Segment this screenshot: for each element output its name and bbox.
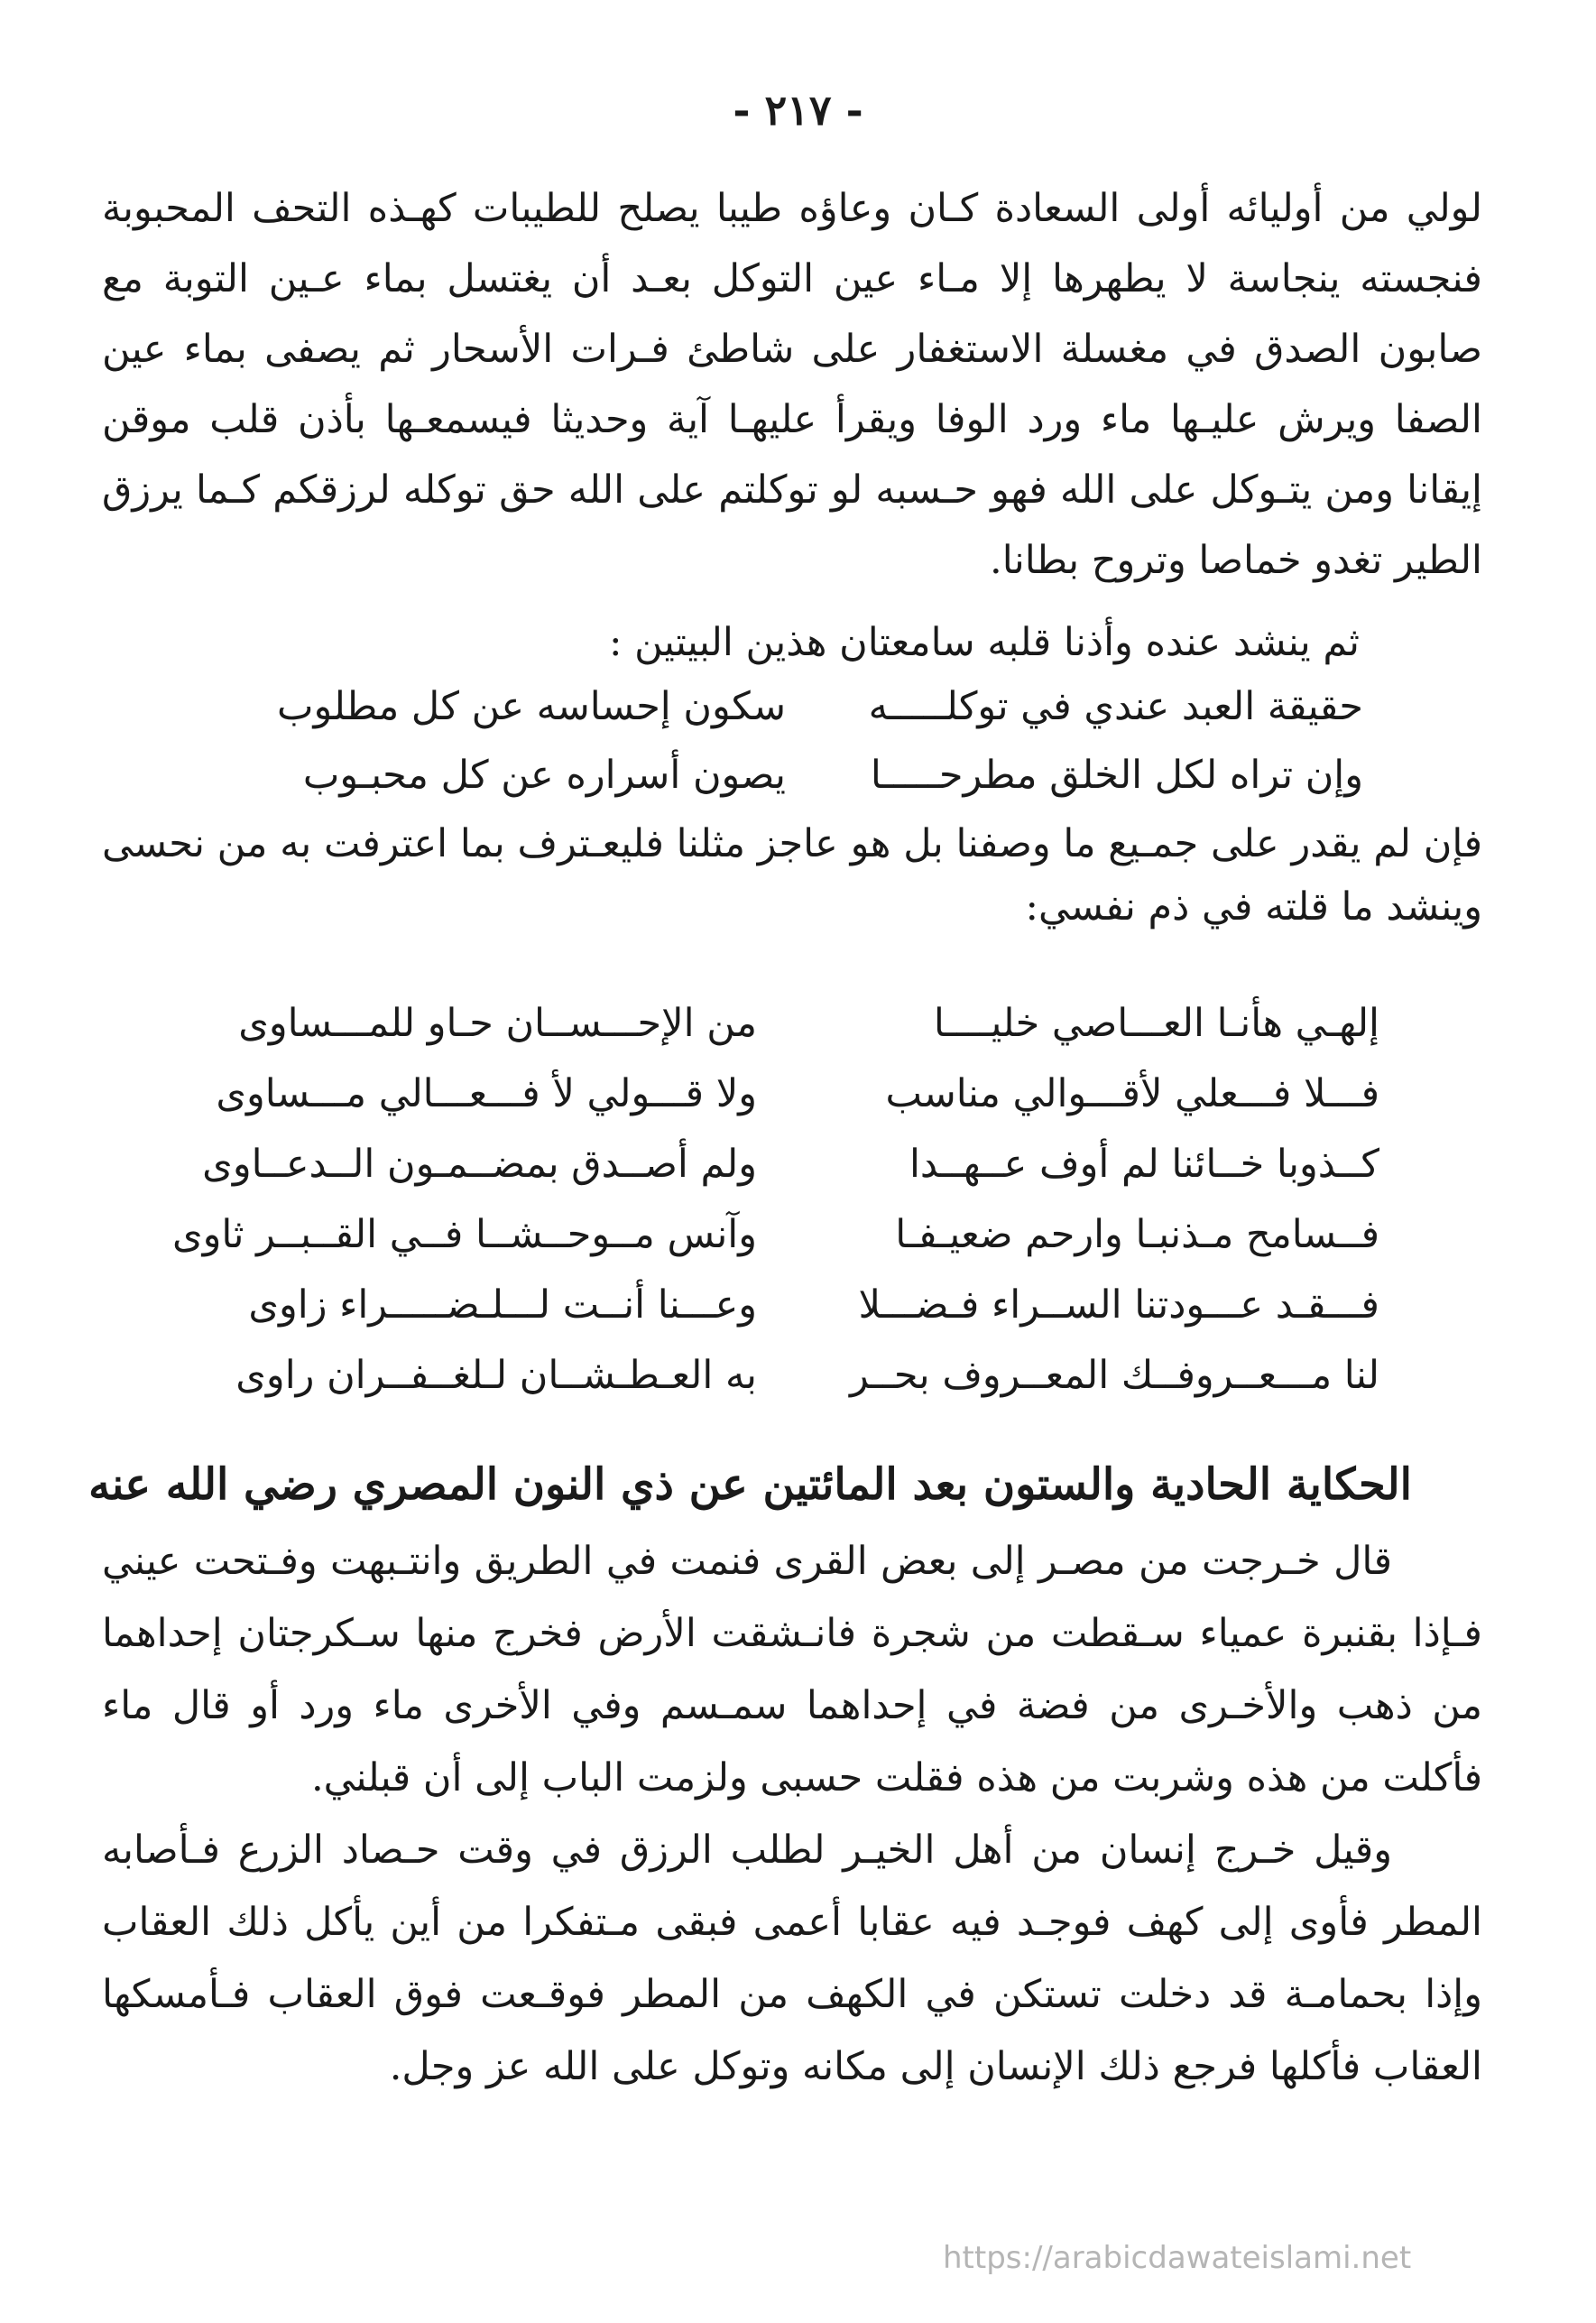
poem-verse — [171, 1199, 1379, 1270]
verse-second-hemistich: يصون أسراره عن كل محبـوب — [302, 753, 786, 798]
verse-first-hemistich: فـــلا فـــعلي لأقـــوالي مناسب — [885, 1071, 1379, 1116]
poem-verse — [171, 1340, 1379, 1411]
verse-second-hemistich: ولم أصــدق بمضــمـون الــدعــاوى — [202, 1142, 757, 1187]
paragraph-confession — [102, 812, 1482, 939]
story-heading: الحكاية الحادية والستون بعد المائتين عن ذي النون المصري رضي الله عنه — [88, 1459, 1412, 1510]
poem-two-verses — [199, 672, 1363, 810]
verse-second-hemistich: من الإحـــســان حـاو للمـــساوى — [238, 1001, 757, 1046]
verse-first-hemistich: لنا مـــعــروفــك المعــروف بحــر — [850, 1353, 1379, 1398]
paragraph-story-continued — [102, 1814, 1482, 2103]
paragraph-story — [102, 1525, 1482, 1814]
poem-self-censure — [171, 988, 1379, 1411]
verse-second-hemistich: وعـــنا أنــت لـــلـضـــــراء زاوى — [248, 1282, 757, 1328]
paragraph-text: وقيل خـرج إنسان من أهل الخيـر لطلب الرزق في وقت حـصاد الزرع فـأصابه المطر فأوى إلى كهف فوجـد فيه عقابا أعمى فبقى مـتفكرا من أين يأكل ذلك العقاب وإذا بحمامـة قد دخلت تستكن في الكهف من المطر فوقـعت فوق العقاب فـأمسكها العقاب فأكلها فرجع ذلك الإنسان إلى مكانه وتوكل على الله عز وجل. — [102, 1828, 1482, 2089]
verse-intro: ثم ينشد عنده وأذنا قلبه سامعتان هذين البيتين : — [609, 620, 1360, 665]
paragraph-text: لولي من أوليائه أولى السعادة كـان وعاؤه طيبا يصلح للطيبات كهـذه التحف المحبوبة فنجسته ينجاسة لا يطهرها إلا مـاء عين التوكل بعـد أن يغتسل بماء عـين التوبة مع صابون الصدق في مغسلة الاستغفار على شاطئ فـرات الأسحار ثم يصفى بماء عين الصفا ويرش عليـها ماء ورد الوفا ويقرأ عليهـا آية وحديثا فيسمعـها بأذن قلب موقن إيقانا ومن يتـوكل على الله فهو حـسبه لو توكلتم على الله حق توكله لرزقكم كـما يرزق الطير تغدو خماصا وتروح بطانا. — [102, 186, 1482, 583]
poem-verse — [171, 1059, 1379, 1129]
verse-second-hemistich: ولا قـــولي لأ فـــعـــالي مـــساوى — [216, 1071, 757, 1116]
verse-first-hemistich: وإن تراه لكل الخلق مطرحـــــا — [870, 753, 1363, 798]
poem-verse — [171, 1270, 1379, 1340]
verse-first-hemistich: فــسامح مـذنبـا وارحم ضعيـفـا — [895, 1212, 1379, 1257]
verse-second-hemistich: سكون إحساسه عن كل مطلوب — [277, 684, 786, 729]
website-watermark: https://arabicdawateislami.net — [943, 2240, 1412, 2276]
verse-first-hemistich: إلهـي هأنـا العـــاصي خليــــا — [933, 1001, 1379, 1046]
verse-second-hemistich: وآنس مــوحــشــا فــي القــبــر ثاوى — [171, 1212, 757, 1257]
paragraph-text: فإن لم يقدر على جمـيع ما وصفنا بل هو عاجز مثلنا فليعـترف بما اعترفت به من نحسى وينشد ما قلته في ذم نفسي: — [102, 821, 1482, 930]
poem-verse — [171, 1129, 1379, 1199]
paragraph-text: قال خـرجت من مصـر إلى بعض القرى فنمت في الطريق وانتـبهت وفـتحت عيني فـإذا بقنبرة عمياء سـقطت من شجرة فانـشقت الأرض فخرج منها سـكرجتان إحداهما من ذهب والأخـرى من فضة في إحداهما سمـسم وفي الأخرى ماء ورد أو قال ماء فأكلت من هذه وشربت من هذه فقلت حسبى ولزمت الباب إلى أن قبلني. — [102, 1539, 1482, 1800]
verse-first-hemistich: كــذوبا خــائنا لم أوف عــهــدا — [909, 1142, 1379, 1187]
verse-second-hemistich: به العـطـشــان لـلغــفــران راوى — [235, 1353, 757, 1398]
paragraph-opening — [102, 173, 1482, 596]
verse-first-hemistich: فـــقـد عـــودتنا الســراء فـضـــلا — [858, 1282, 1379, 1328]
poem-verse — [171, 988, 1379, 1059]
verse-first-hemistich: حقيقة العبد عندي في توكلـــــه — [868, 684, 1363, 729]
poem-verse — [199, 672, 1363, 741]
page-number: - ٢١٧ - — [733, 86, 863, 134]
poem-verse — [199, 741, 1363, 810]
